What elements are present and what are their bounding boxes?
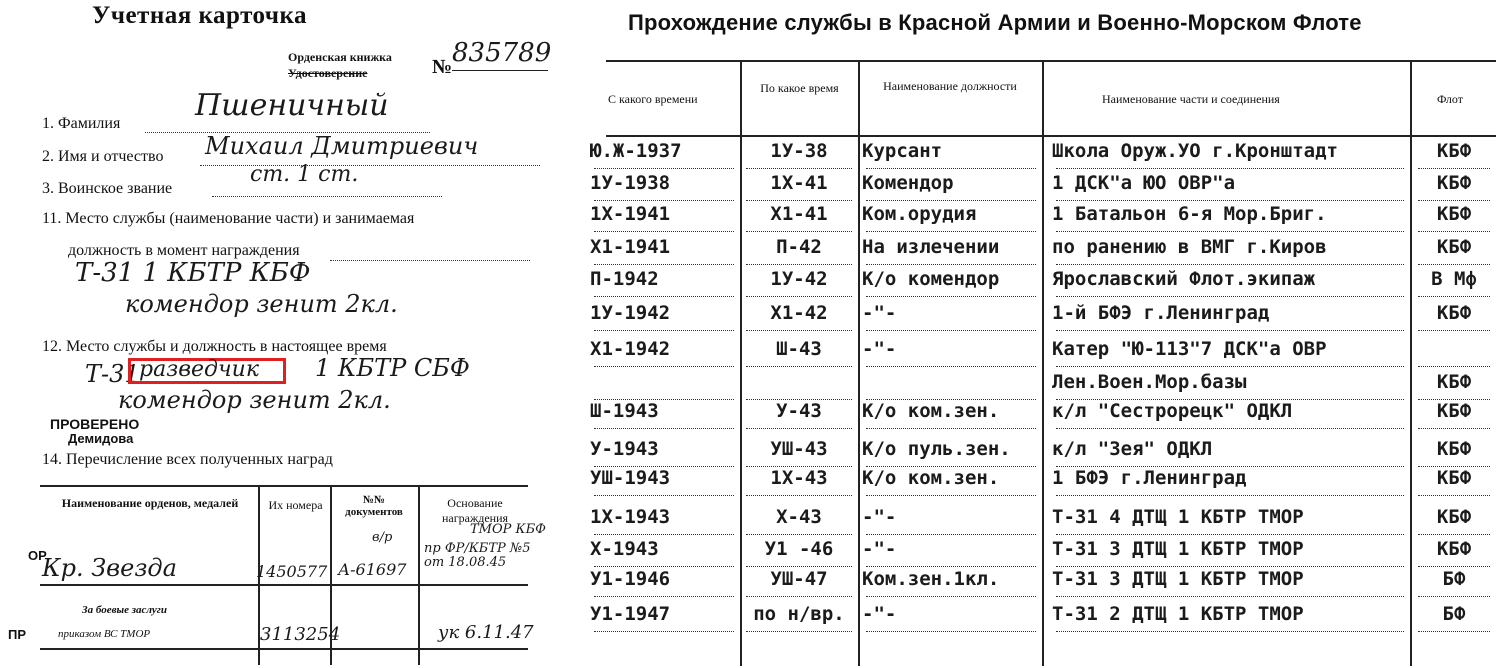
cell-position: -"- xyxy=(862,538,897,560)
cell-to: УШ-47 xyxy=(770,568,828,590)
field-value-rank: ст. 1 ст. xyxy=(250,162,359,187)
cell-unit: 1 ДСК"а ЮО ОВР"а xyxy=(1052,172,1236,194)
row-divider xyxy=(1418,296,1490,297)
cell-unit: 1 Батальон 6-я Мор.Бриг. xyxy=(1052,203,1327,225)
checked-stamp-line1: ПРОВЕРЕНО xyxy=(50,416,140,432)
cell-position: -"- xyxy=(862,302,897,324)
cell-to: 1Х-41 xyxy=(770,172,828,194)
cell-from: 1Х-1943 xyxy=(590,506,671,528)
awards-header-docs: №№ документов xyxy=(345,494,403,518)
cell-to: У1 -46 xyxy=(764,538,834,560)
cell-unit: Т-31 4 ДТЩ 1 КБТР ТМОР xyxy=(1052,506,1304,528)
cell-from: У1-1946 xyxy=(590,568,671,590)
cell-to: 1Х-43 xyxy=(770,467,828,489)
award-number: 3113254 xyxy=(260,624,341,645)
award-row-marker: ОР xyxy=(28,548,47,563)
row-divider xyxy=(1056,596,1404,597)
row-divider xyxy=(1056,495,1404,496)
row-divider xyxy=(1418,231,1490,232)
checked-stamp-line2: Демидова xyxy=(68,431,134,446)
field12-label: 12. Место службы и должность в настоящее время xyxy=(42,338,387,355)
field11-label-line2: должность в момент награждения xyxy=(68,242,300,259)
field12-value-line2: комендор зенит 2кл. xyxy=(118,386,391,414)
header-fleet: Флот xyxy=(1437,92,1463,106)
book-number-underline xyxy=(452,70,548,71)
row-divider xyxy=(1418,631,1490,632)
cell-unit: 1-й БФЭ г.Ленинград xyxy=(1052,302,1270,324)
row-divider xyxy=(1418,566,1490,567)
row-divider xyxy=(746,534,852,535)
row-divider xyxy=(594,200,734,201)
cell-from: 1У-1938 xyxy=(590,172,671,194)
award-basis-top: ТМОР КБФ xyxy=(470,522,546,537)
cell-position: К/о ком.зен. xyxy=(862,467,1000,489)
field-label-name: 2. Имя и отчество xyxy=(42,148,164,165)
cell-unit: Катер "Ю-113"7 ДСК"а ОВР xyxy=(1052,338,1327,360)
row-divider xyxy=(1056,428,1404,429)
field-label-surname: 1. Фамилия xyxy=(42,115,121,132)
cell-to: УШ-43 xyxy=(770,438,828,460)
cell-from: 1Х-1941 xyxy=(590,203,671,225)
cell-unit: Ярославский Флот.экипаж xyxy=(1052,268,1316,290)
cell-fleet: КБФ xyxy=(1436,506,1472,528)
cell-from: Ш-1943 xyxy=(590,400,659,422)
award-name: приказом ВС ТМОР xyxy=(58,628,151,640)
cell-position: К/о пуль.зен. xyxy=(862,438,1011,460)
rank-line xyxy=(212,196,442,197)
field12-value-prefix: Т-31 xyxy=(85,360,140,388)
row-divider xyxy=(594,330,734,331)
cell-position: Курсант xyxy=(862,140,943,162)
cell-fleet: БФ xyxy=(1442,568,1466,590)
header-unit: Наименование части и соединения xyxy=(1102,92,1280,106)
row-divider xyxy=(1418,428,1490,429)
cell-position: -"- xyxy=(862,506,897,528)
cell-from: П-1942 xyxy=(590,268,659,290)
row-divider xyxy=(746,428,852,429)
cell-fleet: КБФ xyxy=(1436,538,1472,560)
row-divider xyxy=(746,296,852,297)
field14-label: 14. Перечисление всех полученных наград xyxy=(42,451,333,468)
award-basis: пр ФР/КБТР №5 от 18.08.45 xyxy=(424,541,531,570)
awards-header-basis: Основание награждения xyxy=(441,496,509,525)
row-divider xyxy=(1418,495,1490,496)
cell-fleet: КБФ xyxy=(1436,467,1472,489)
row-divider xyxy=(866,231,1036,232)
row-divider xyxy=(1418,596,1490,597)
row-divider xyxy=(1056,534,1404,535)
book-number: 835789 xyxy=(452,38,552,68)
field11-value-line2: комендор зенит 2кл. xyxy=(125,290,398,318)
row-divider xyxy=(594,231,734,232)
award-number: 1450577 xyxy=(256,562,328,581)
row-divider xyxy=(1056,168,1404,169)
highlight-box xyxy=(128,358,286,384)
cell-to: Ш-43 xyxy=(776,338,822,360)
field11-line xyxy=(330,260,530,261)
cell-unit: к/л "Зея" ОДКЛ xyxy=(1052,438,1213,460)
cell-unit: Т-31 3 ДТЩ 1 КБТР ТМОР xyxy=(1052,538,1304,560)
row-divider xyxy=(1418,168,1490,169)
awards-header-name: Наименование орденов, медалей xyxy=(61,496,239,510)
cell-unit: Т-31 2 ДТЩ 1 КБТР ТМОР xyxy=(1052,603,1304,625)
row-divider xyxy=(1056,566,1404,567)
cell-to: Х1-42 xyxy=(770,302,828,324)
header-position: Наименование должности xyxy=(883,79,1017,93)
cell-unit: Лен.Воен.Мор.базы xyxy=(1052,371,1247,393)
cell-unit: Школа Оруж.УО г.Кронштадт xyxy=(1052,140,1338,162)
row-divider xyxy=(746,168,852,169)
awards-header-number: Их номера xyxy=(268,498,323,512)
order-book-label: Орденская книжка xyxy=(288,50,392,64)
row-divider xyxy=(594,428,734,429)
row-divider xyxy=(1418,200,1490,201)
row-divider xyxy=(866,631,1036,632)
cell-from: У-1943 xyxy=(590,438,659,460)
row-divider xyxy=(746,631,852,632)
cell-to: 1У-42 xyxy=(770,268,828,290)
row-divider xyxy=(866,428,1036,429)
cell-unit: к/л "Сестрорецк" ОДКЛ xyxy=(1052,400,1293,422)
cell-fleet: КБФ xyxy=(1436,438,1472,460)
row-divider xyxy=(1056,200,1404,201)
cell-fleet: КБФ xyxy=(1436,140,1472,162)
row-divider xyxy=(866,534,1036,535)
cell-fleet: КБФ xyxy=(1436,172,1472,194)
field-value-name: Михаил Дмитриевич xyxy=(205,132,479,160)
cell-to: Х1-41 xyxy=(770,203,828,225)
row-divider xyxy=(594,566,734,567)
row-divider xyxy=(746,495,852,496)
row-divider xyxy=(594,534,734,535)
header-from: С какого времени xyxy=(608,92,698,106)
cell-to: 1У-38 xyxy=(770,140,828,162)
row-divider xyxy=(746,200,852,201)
award-name: За боевые заслуги xyxy=(82,604,167,616)
cell-to: У-43 xyxy=(776,400,822,422)
cell-from: Х1-1941 xyxy=(590,236,671,258)
row-divider xyxy=(1056,366,1404,367)
row-divider xyxy=(594,631,734,632)
award-doc: А-61697 xyxy=(338,560,407,579)
row-divider xyxy=(1056,330,1404,331)
row-divider xyxy=(594,366,734,367)
cell-from: Ю.Ж-1937 xyxy=(590,140,682,162)
cell-position: К/о комендор xyxy=(862,268,1000,290)
row-divider xyxy=(866,296,1036,297)
cell-from: УШ-1943 xyxy=(590,467,671,489)
award-row-marker: ПР xyxy=(8,627,27,642)
row-divider xyxy=(746,231,852,232)
cell-position: -"- xyxy=(862,338,897,360)
cell-fleet: КБФ xyxy=(1436,203,1472,225)
row-divider xyxy=(1056,264,1404,265)
cell-from: 1У-1942 xyxy=(590,302,671,324)
cell-fleet: КБФ xyxy=(1436,236,1472,258)
cell-position: Ком.зен.1кл. xyxy=(862,568,1000,590)
row-divider xyxy=(866,168,1036,169)
row-divider xyxy=(1418,264,1490,265)
cell-position: -"- xyxy=(862,603,897,625)
row-divider xyxy=(594,168,734,169)
field-label-rank: 3. Воинское звание xyxy=(42,180,173,197)
cell-fleet: В Мф xyxy=(1431,268,1477,290)
row-divider xyxy=(746,566,852,567)
row-divider xyxy=(1418,366,1490,367)
card-title: Учетная карточка xyxy=(92,2,308,29)
row-divider xyxy=(866,596,1036,597)
field11-label-line1: 11. Место службы (наименование части) и занимаемая xyxy=(42,210,415,227)
row-divider xyxy=(746,330,852,331)
field11-value-line1: Т-31 1 КБТР КБФ xyxy=(75,258,311,288)
row-divider xyxy=(594,264,734,265)
cell-from: Х1-1942 xyxy=(590,338,671,360)
cell-unit: Т-31 3 ДТЩ 1 КБТР ТМОР xyxy=(1052,568,1304,590)
cell-unit: по ранению в ВМГ г.Киров xyxy=(1052,236,1327,258)
cell-to: по н/вр. xyxy=(753,603,845,625)
number-sign: № xyxy=(432,56,453,78)
cell-position: Ком.орудия xyxy=(862,203,977,225)
field12-value-highlight: разведчик xyxy=(139,357,259,382)
row-divider xyxy=(594,596,734,597)
row-divider xyxy=(1418,330,1490,331)
cell-fleet: КБФ xyxy=(1436,302,1472,324)
row-divider xyxy=(1056,631,1404,632)
cell-to: П-42 xyxy=(776,236,822,258)
row-divider xyxy=(866,264,1036,265)
row-divider xyxy=(866,330,1036,331)
cell-position: Комендор xyxy=(862,172,954,194)
row-divider xyxy=(746,366,852,367)
field-value-surname: Пшеничный xyxy=(195,88,389,123)
cell-position: На излечении xyxy=(862,236,1000,258)
row-divider xyxy=(1418,534,1490,535)
award-basis: ук 6.11.47 xyxy=(438,622,534,643)
row-divider xyxy=(1056,296,1404,297)
row-divider xyxy=(866,566,1036,567)
cell-position: К/о ком.зен. xyxy=(862,400,1000,422)
field12-value-suffix: 1 КБТР СБФ xyxy=(315,354,470,382)
certificate-label: Удостоверение xyxy=(288,66,368,80)
service-title: Прохождение службы в Красной Армии и Военно-Морском Флоте xyxy=(628,10,1362,35)
row-divider xyxy=(746,264,852,265)
cell-to: Х-43 xyxy=(776,506,822,528)
row-divider xyxy=(866,366,1036,367)
award-name: Кр. Звезда xyxy=(42,554,177,582)
cell-from: Х-1943 xyxy=(590,538,659,560)
cell-fleet: БФ xyxy=(1442,603,1466,625)
cell-unit: 1 БФЭ г.Ленинград xyxy=(1052,467,1247,489)
row-divider xyxy=(866,495,1036,496)
row-divider xyxy=(594,495,734,496)
row-divider xyxy=(1056,231,1404,232)
row-divider xyxy=(746,596,852,597)
header-to: По какое время xyxy=(760,81,839,95)
cell-fleet: КБФ xyxy=(1436,371,1472,393)
row-divider xyxy=(866,200,1036,201)
row-divider xyxy=(594,296,734,297)
cell-fleet: КБФ xyxy=(1436,400,1472,422)
award-doc-top: в/р xyxy=(372,530,393,545)
cell-from: У1-1947 xyxy=(590,603,671,625)
